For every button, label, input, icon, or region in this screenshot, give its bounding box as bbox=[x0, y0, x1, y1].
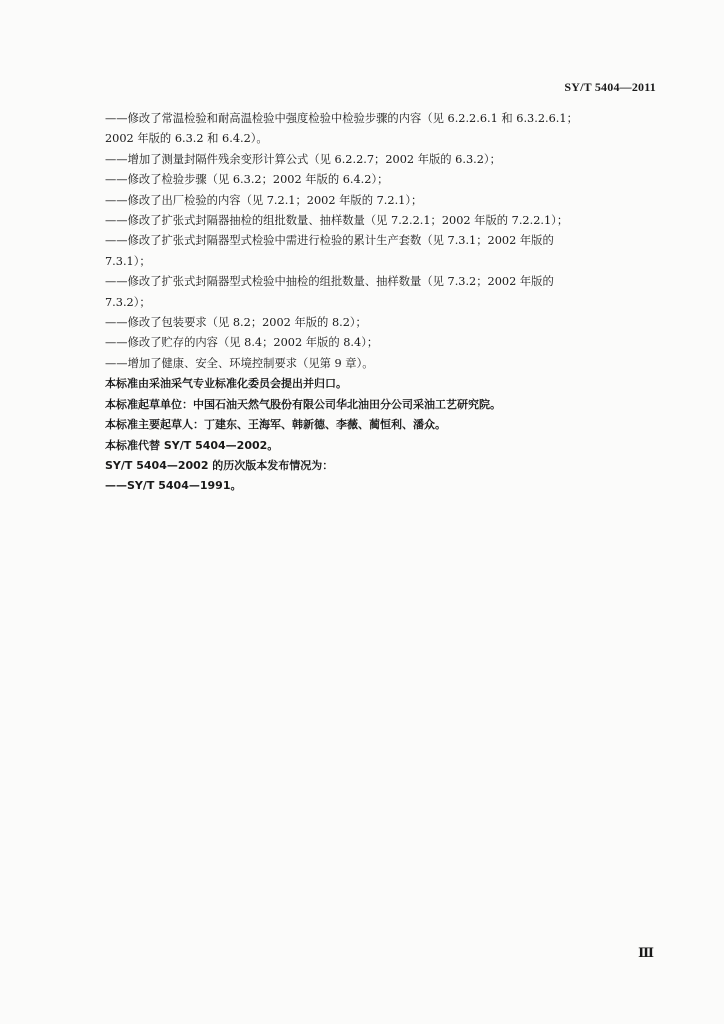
change-item-continuation: 2002 年版的 6.3.2 和 6.4.2）。 bbox=[105, 132, 268, 146]
change-item-text: ——修改了检验步骤（见 6.3.2；2002 年版的 6.4.2）； bbox=[105, 173, 389, 187]
document-code: SY/T 5404—2011 bbox=[564, 80, 656, 94]
change-item-text: ——修改了贮存的内容（见 8.4；2002 年版的 8.4）； bbox=[105, 336, 379, 350]
proposer-statement: 本标准由采油采气专业标准化委员会提出并归口。 bbox=[105, 377, 347, 391]
change-item bbox=[105, 211, 665, 231]
change-item bbox=[105, 272, 665, 313]
drafters-statement: 本标准主要起草人：丁建东、王海军、韩新德、李薇、蔺恒利、潘众。 bbox=[105, 418, 446, 432]
change-item bbox=[105, 313, 665, 333]
change-item bbox=[105, 354, 665, 374]
change-item-text: ——修改了常温检验和耐高温检验中强度检验中检验步骤的内容（见 6.2.2.6.1 和 6.3.2.6.1； bbox=[105, 112, 578, 125]
change-item-continuation: 7.3.2）； bbox=[105, 295, 151, 309]
change-item-text: ——修改了扩张式封隔器型式检验中需进行检验的累计生产套数（见 7.3.1；2002 年版的 bbox=[105, 234, 554, 248]
drafting-unit-statement: 本标准起草单位：中国石油天然气股份有限公司华北油田分公司采油工艺研究院。 bbox=[105, 397, 501, 411]
change-item-text: ——增加了健康、安全、环境控制要求（见第 9 章）。 bbox=[105, 356, 374, 370]
page-number: Ⅲ bbox=[638, 945, 654, 960]
change-item-text: ——增加了测量封隔件残余变形计算公式（见 6.2.2.7；2002 年版的 6.3.2）； bbox=[105, 152, 501, 166]
history-intro: SY/T 5404—2002 的历次版本发布情况为： bbox=[105, 458, 334, 472]
change-item-text: ——修改了包装要求（见 8.2；2002 年版的 8.2）； bbox=[105, 316, 367, 330]
change-item-text: ——修改了扩张式封隔器抽检的组批数量、抽样数量（见 7.2.2.1；2002 年版的 7.2.2.1）； bbox=[105, 214, 569, 228]
change-item bbox=[105, 150, 665, 170]
change-item bbox=[105, 231, 665, 272]
change-item-continuation: 7.3.1）； bbox=[105, 254, 151, 268]
change-item bbox=[105, 170, 665, 190]
change-item-text: ——修改了扩张式封隔器型式检验中抽检的组批数量、抽样数量（见 7.3.2；2002 年版的 bbox=[105, 275, 554, 289]
history-item: ——SY/T 5404—1991。 bbox=[105, 479, 242, 493]
change-item-text: ——修改了出厂检验的内容（见 7.2.1；2002 年版的 7.2.1）； bbox=[105, 193, 423, 207]
document-body bbox=[105, 109, 665, 497]
change-item bbox=[105, 333, 665, 353]
change-item bbox=[105, 191, 665, 211]
change-item bbox=[105, 109, 665, 150]
replaces-statement: 本标准代替 SY/T 5404—2002。 bbox=[105, 438, 279, 452]
